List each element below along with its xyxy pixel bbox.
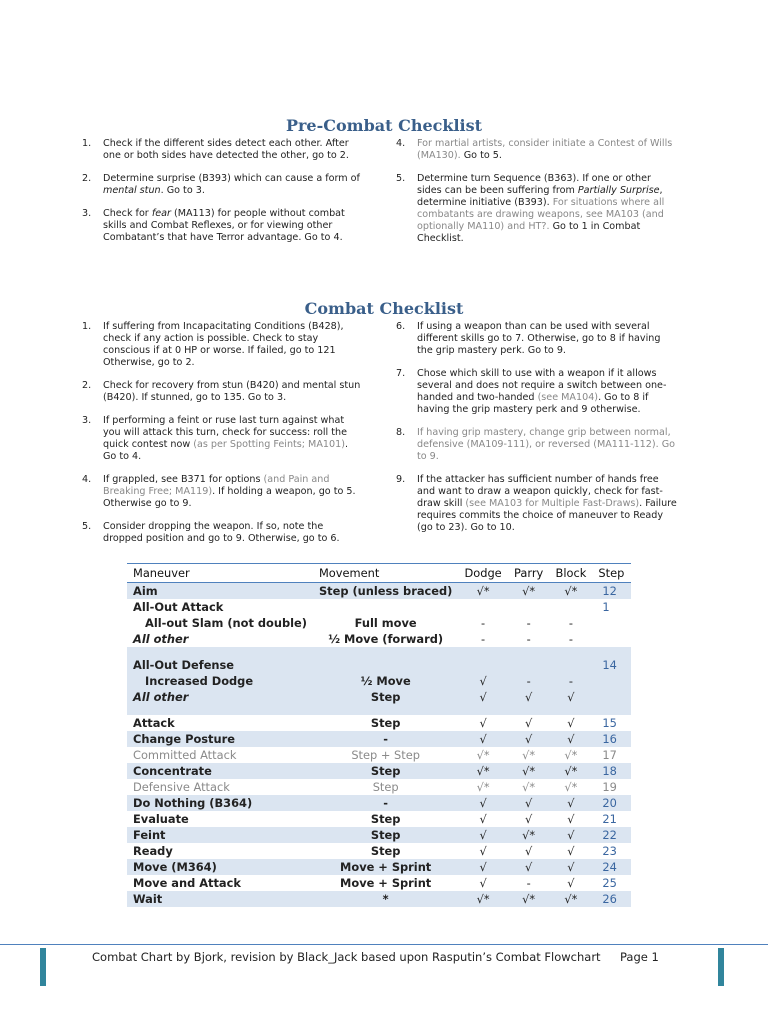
cell-step: 26 [592,891,631,907]
cell-name: Defensive Attack [133,780,230,794]
cell-dodge: √ [479,876,487,890]
list-item [82,138,364,162]
list-number: 9. [396,474,406,485]
cell-parry: - [526,616,531,630]
cell-parry: √* [508,891,550,907]
cell-block [549,657,592,673]
cell-block: - [568,632,573,646]
cell-name: All-Out Attack [133,600,224,614]
header-maneuver: Maneuver [127,564,313,583]
cell-movement: Move + Sprint [313,859,458,875]
list-item [82,380,364,404]
cell-movement: ½ Move [313,673,458,689]
cell-dodge: - [481,616,486,630]
cell-block [549,647,592,657]
list-text: If grappled, see B371 for options (and Pain and Breaking Free; MA119). If holding a weapon, go to 5. Otherwise go to 9. [103,474,356,509]
cell-block: √ [549,827,592,843]
list-item [396,173,678,245]
table-row [127,747,631,763]
precombat-right-column [396,138,678,256]
list-number: 1. [82,138,92,149]
cell-parry: √ [508,859,550,875]
list-text: If suffering from Incapacitating Conditions (B428), check if any action is possible. Check to stay conscious if at 0 HP or worse. If failed, go to 121 Otherwise, go to 2. [103,321,344,368]
cell-dodge: √ [458,827,508,843]
cell-parry: - [526,876,531,890]
list-item [82,415,364,463]
cell-dodge: √* [458,583,508,600]
cell-movement [313,647,458,657]
cell-name: All other [127,689,313,705]
list-item [396,427,678,463]
cell-block: √* [564,780,578,794]
cell-name: All-Out Defense [127,657,313,673]
cell-block [549,599,592,615]
list-text: Check if the different sides detect each other. After one or both sides have detected the other, go to 2. [103,138,349,161]
table-row [127,731,631,747]
cell-step: 18 [592,763,631,779]
cell-dodge: √ [458,689,508,705]
cell-step: 21 [602,812,617,826]
footer-credit: Combat Chart by Bjork, revision by Black_Jack based upon Rasputin’s Combat Flowchart [92,950,601,964]
list-text: For martial artists, consider initiate a Contest of Wills (MA130). Go to 5. [417,138,673,161]
cell-movement: ½ Move (forward) [328,632,444,646]
cell-name: Committed Attack [133,748,237,762]
list-number: 4. [396,138,406,149]
cell-movement: * [313,891,458,907]
cell-name: Increased Dodge [127,673,313,689]
header-parry: Parry [508,564,550,583]
footer-right-bar [718,948,724,986]
table-row [127,705,631,715]
table-row [127,843,631,859]
maneuver-table [127,563,631,907]
list-text: If the attacker has sufficient number of hands free and want to draw a weapon quickly, check for fast-draw skill (see MA103 for Multiple Fast-Draws). Failure requires commits the choice of maneuver to Ready (go to 23). Go to 10. [417,474,677,533]
cell-dodge: √ [479,716,487,730]
footer-rule [0,944,768,945]
table-row [127,891,631,907]
cell-name: Do Nothing (B364) [127,795,313,811]
table-row [127,811,631,827]
cell-name: Aim [127,583,313,600]
list-number: 8. [396,427,406,438]
cell-step [592,647,631,657]
precombat-title: Pre-Combat Checklist [285,116,483,135]
cell-dodge: √ [458,731,508,747]
cell-step [592,705,631,715]
cell-step: 24 [592,859,631,875]
cell-parry: √ [524,716,533,730]
cell-name: Wait [127,891,313,907]
list-text: Consider dropping the weapon. If so, note the dropped position and go to 9. Otherwise, go to 6. [103,521,340,544]
list-number: 3. [82,208,92,219]
cell-parry [508,705,550,715]
cell-dodge [458,705,508,715]
cell-name: Move and Attack [133,876,241,890]
table-row [127,631,631,647]
cell-parry: √* [508,827,550,843]
list-item [396,368,678,416]
cell-block: √ [567,716,575,730]
cell-movement: Full move [354,616,417,630]
table-row [127,715,631,731]
combat-left-column [82,321,364,556]
list-number: 6. [396,321,406,332]
cell-dodge: √ [458,673,508,689]
cell-dodge: √* [458,763,508,779]
cell-step: 20 [592,795,631,811]
cell-movement: Step [313,827,458,843]
table-row [127,647,631,657]
cell-step: 23 [602,844,617,858]
cell-name: All other [133,632,189,646]
cell-step: 12 [592,583,631,600]
cell-step [592,673,631,689]
cell-dodge: - [481,632,486,646]
list-text: If performing a feint or ruse last turn against what you will attack this turn, check for success: roll the quick contest now (as per Spotting Feints; MA101). Go to 4. [103,415,349,462]
cell-dodge: √ [479,812,487,826]
table-header-row [127,564,631,583]
header-block: Block [549,564,592,583]
list-item [82,521,364,545]
table-row [127,779,631,795]
cell-block: √ [567,812,575,826]
cell-step: 16 [592,731,631,747]
list-item [396,321,678,357]
list-number: 2. [82,173,92,184]
cell-parry: √* [522,748,536,762]
list-number: 5. [396,173,406,184]
cell-parry: √* [508,583,550,600]
cell-movement: Step (unless braced) [313,583,458,600]
cell-dodge: √* [458,891,508,907]
list-text: Chose which skill to use with a weapon if it allows several and does not require a switch between one-handed and two-handed (see MA104). Go to 8 if having the grip mastery perk and 9 otherwise. [417,368,667,415]
header-movement: Movement [313,564,458,583]
cell-name: Ready [133,844,173,858]
cell-parry: √ [508,689,550,705]
table-row [127,673,631,689]
table-row [127,615,631,631]
cell-step: 25 [602,876,617,890]
cell-name: Move (M364) [127,859,313,875]
cell-dodge [458,657,508,673]
cell-movement: Step [370,716,401,730]
cell-movement: Step [370,812,401,826]
list-item [396,474,678,534]
list-text: If using a weapon than can be used with several different skills go to 7. Otherwise, go to 8 if having the grip mastery perk. Go to 9. [417,321,661,356]
cell-parry: √ [508,731,550,747]
table-row [127,795,631,811]
list-text: Check for fear (MA113) for people without combat skills and Combat Reflexes, or for viewing other Combatant’s that have Terror advantage. Go to 4. [103,208,345,243]
table-row [127,763,631,779]
list-item [396,138,678,162]
table-row [127,583,631,600]
cell-parry [508,599,550,615]
cell-step: 1 [602,600,610,614]
cell-block: √* [549,583,592,600]
cell-movement: Move + Sprint [340,876,432,890]
cell-block [549,705,592,715]
list-number: 2. [82,380,92,391]
cell-dodge [458,599,508,615]
cell-step: 15 [602,716,617,730]
cell-name [127,705,313,715]
cell-movement: Step [372,780,399,794]
cell-block: √ [549,795,592,811]
cell-parry: - [508,673,550,689]
list-item [82,321,364,369]
cell-step [592,615,631,631]
cell-parry: √ [524,812,533,826]
cell-movement: Step [313,763,458,779]
list-text: Check for recovery from stun (B420) and mental stun (B420). If stunned, go to 135. Go to 3. [103,380,361,403]
cell-parry: √ [508,795,550,811]
cell-movement: Step [370,844,401,858]
list-text: Determine surprise (B393) which can cause a form of mental stun. Go to 3. [103,173,360,196]
cell-parry [508,657,550,673]
cell-movement: - [313,731,458,747]
table-row [127,599,631,615]
cell-dodge: √* [476,780,490,794]
cell-block: √ [549,731,592,747]
cell-dodge: √* [476,748,490,762]
cell-name: Feint [127,827,313,843]
cell-parry: √* [522,780,536,794]
cell-name: Attack [133,716,175,730]
list-number: 1. [82,321,92,332]
list-text: Determine turn Sequence (B363). If one or other sides can be been suffering from Partially Surprise, determine initiative (B393). For situations where all combatants are drawing weapons, see MA103 (and optionally MA110) and HT?. Go to 1 in Combat Checklist. [417,173,665,244]
list-number: 7. [396,368,406,379]
list-item [82,474,364,510]
table-row [127,875,631,891]
combat-title: Combat Checklist [304,299,464,318]
cell-movement [313,657,458,673]
cell-block: √ [567,844,575,858]
cell-block: √* [549,891,592,907]
list-number: 3. [82,415,92,426]
precombat-left-column [82,138,364,255]
list-number: 5. [82,521,92,532]
cell-dodge: √ [458,795,508,811]
cell-step [592,631,631,647]
table-row [127,859,631,875]
cell-step: 22 [592,827,631,843]
table-row [127,689,631,705]
cell-dodge: √ [479,844,487,858]
cell-block: √ [549,859,592,875]
cell-block: √* [549,763,592,779]
cell-block: √* [564,748,578,762]
cell-dodge [458,647,508,657]
footer-page-number: Page 1 [620,950,659,964]
cell-parry: √ [524,844,533,858]
footer-left-bar [40,948,46,986]
table-row [127,827,631,843]
cell-block: - [549,673,592,689]
cell-name: Evaluate [133,812,189,826]
combat-right-column [396,321,678,545]
list-text: If having grip mastery, change grip between normal, defensive (MA109-111), or reversed (MA111-112). Go to 9. [417,427,676,462]
list-item [82,173,364,197]
cell-block: √ [567,876,575,890]
header-dodge: Dodge [458,564,508,583]
list-item [82,208,364,244]
header-step: Step [592,564,631,583]
cell-name: Change Posture [127,731,313,747]
cell-movement [313,599,458,615]
cell-name: Concentrate [127,763,313,779]
cell-movement: - [313,795,458,811]
cell-step: 14 [592,657,631,673]
cell-movement [313,705,458,715]
cell-parry: - [526,632,531,646]
cell-block: - [568,616,573,630]
cell-parry [508,647,550,657]
cell-step [592,689,631,705]
cell-step: 19 [602,780,617,794]
cell-movement: Step + Step [351,748,420,762]
table-row [127,657,631,673]
cell-movement: Step [313,689,458,705]
cell-name [127,647,313,657]
cell-block: √ [549,689,592,705]
cell-parry: √* [508,763,550,779]
cell-step: 17 [602,748,617,762]
cell-name: All-out Slam (not double) [145,616,307,630]
list-number: 4. [82,474,92,485]
cell-dodge: √ [458,859,508,875]
